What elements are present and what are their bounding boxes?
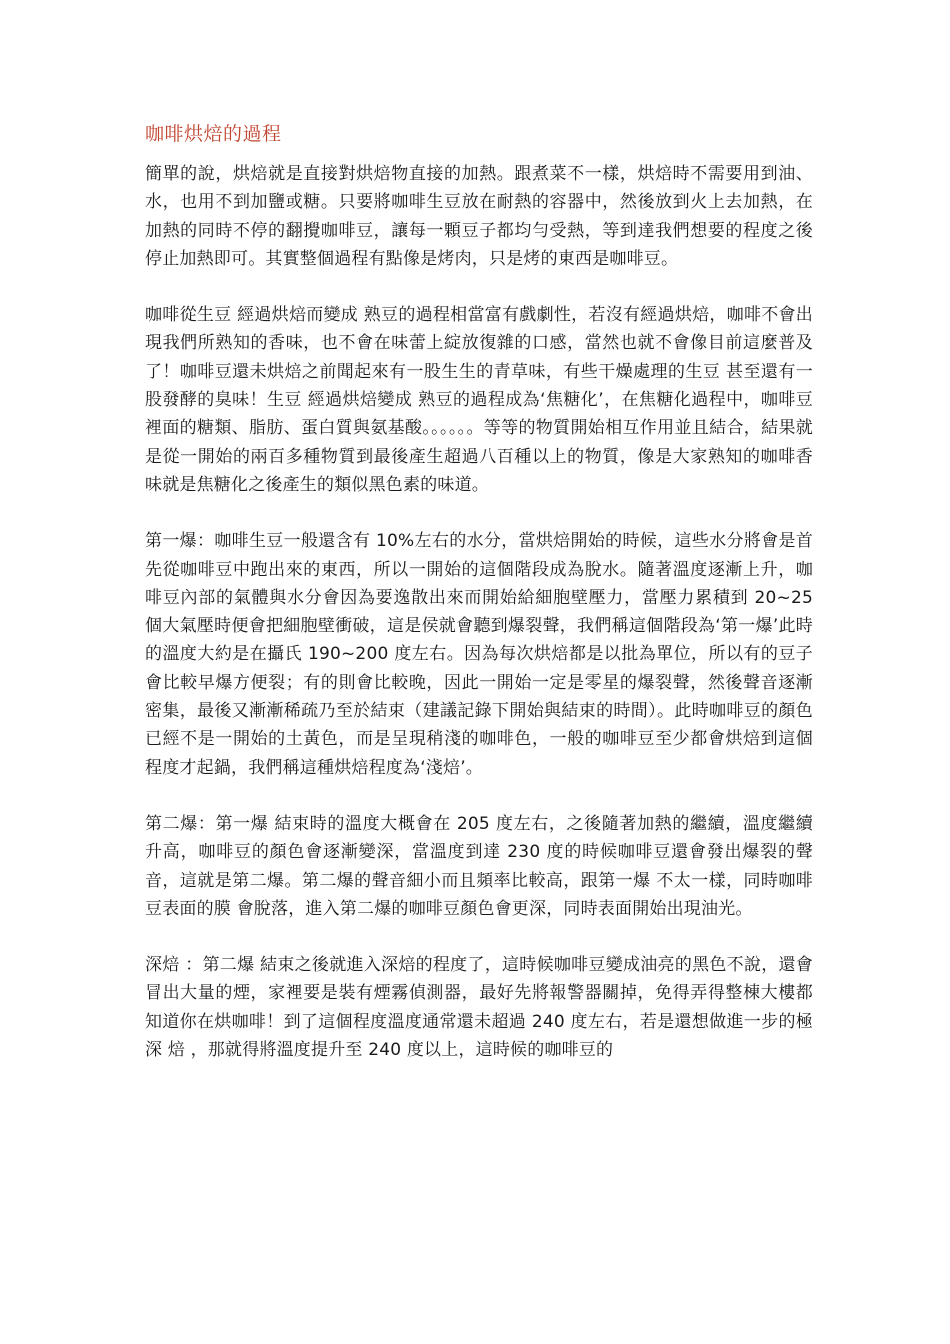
document-page (145, 120, 813, 1092)
paragraph-dark-roast: 深焙 ：第二爆 結束之後就進入深焙的程度了，這時候咖啡豆變成油亮的黑色不說，還會冒出大量的煙，家裡要是裝有煙霧偵測器，最好先將報警器關掉，免得弄得整棟大樓都知道你在烘咖啡！到了這個程度溫度通常還未超過 240 度左右，若是還想做進一步的極深 焙 ，那就得將溫度提升至 240 度以上，這時候的咖啡豆的 (145, 955, 813, 1061)
paragraph-second-crack: 第二爆：第一爆 結束時的溫度大概會在 205 度左右，之後隨著加熱的繼續，溫度繼續升高，咖啡豆的顏色會逐漸變深，當溫度到達 230 度的時候咖啡豆還會發出爆裂的聲音，這就是第二爆。第二爆的聲音細小而且頻率比較高，跟第一爆 不太一樣，同時咖啡豆表面的膜 會脫落，進入第二爆的咖啡豆顏色會更深，同時表面開始出現油光。 (145, 813, 813, 919)
paragraph-first-crack: 第一爆：咖啡生豆一般還含有 10%左右的水分，當烘焙開始的時候，這些水分將會是首先從咖啡豆中跑出來的東西，所以一開始的這個階段成為脫水。隨著溫度逐漸上升，咖啡豆內部的氣體與水分會因為要逸散出來而開始給細胞壁壓力，當壓力累積到 20~25 個大氣壓時便會把細胞壁衝破，這是侯就會聽到爆裂聲，我們稱這個階段為‘第一爆’此時的溫度大約是在攝氏 190~200 度左右。因為每次烘焙都是以批為單位，所以有的豆子會比較早爆方便裂；有的則會比較晚，因此一開始一定是零星的爆裂聲，然後聲音逐漸密集，最後又漸漸稀疏乃至於結束（建議記錄下開始與結束的時間）。此時咖啡豆的顏色已經不是一開始的土黃色，而是呈現稍淺的咖啡色，一般的咖啡豆至少都會烘焙到這個程度才起鍋，我們稱這種烘焙程度為‘淺焙’。 (145, 531, 813, 778)
paragraph-roasting-intro: 簡單的說，烘焙就是直接對烘焙物直接的加熱。跟煮菜不一樣，烘焙時不需要用到油、水，也用不到加鹽或糖。只要將咖啡生豆放在耐熱的容器中，然後放到火上去加熱，在加熱的同時不停的翻攪咖啡豆，讓每一顆豆子都均勻受熱，等到達我們想要的程度之後停止加熱即可。其實整個過程有點像是烤肉，只是烤的東西是咖啡豆。 (145, 164, 813, 269)
paragraph-caramelization: 咖啡從生豆 經過烘焙而變成 熟豆的過程相當富有戲劇性，若沒有經過烘焙，咖啡不會出現我們所熟知的香味，也不會在味蕾上綻放復雜的口感，當然也就不會像目前這麼普及了！咖啡豆還未烘焙之前聞起來有一股生生的青草味，有些干燥處理的生豆 甚至還有一股發酵的臭味！生豆 經過烘焙變成 熟豆的過程成為‘焦糖化’，在焦糖化過程中，咖啡豆裡面的糖類、脂肪、蛋白質與氨基酸。。。。。。等等的物質開始相互作用並且結合，結果就是從一開始的兩百多種物質到最後產生超過八百種以上的物質，像是大家熟知的咖啡香味就是焦糖化之後產生的類似黑色素的味道。 (145, 305, 813, 495)
document-title: 咖啡烘焙的過程 (145, 123, 282, 145)
